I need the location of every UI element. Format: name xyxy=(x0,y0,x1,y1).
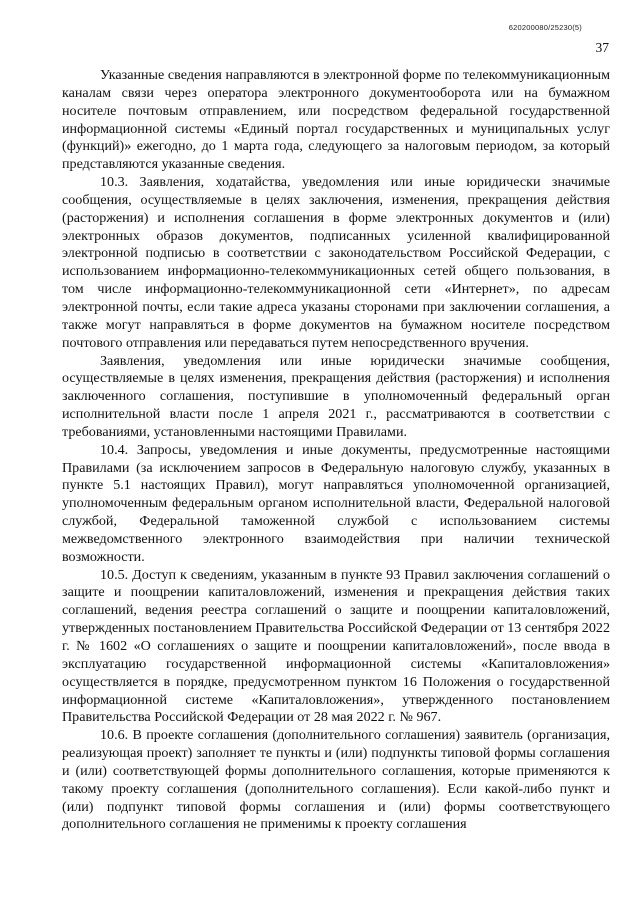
paragraph: 10.6. В проекте соглашения (дополнительного соглашения) заявитель (организация, реализующая проект) заполняет те пункты и (или) подпункты типовой формы соглашения и (или) соответствующей формы дополнительного соглашения, которые применяются к такому проекту соглашения (дополнительного соглашения). Если какой-либо пункт и (или) подпункт типовой формы соглашения и (или) формы соответствующего дополнительного соглашения не применимы к проекту соглашения xyxy=(62,727,610,833)
paragraph: Указанные сведения направляются в электронной форме по телекоммуникационным каналам связи через оператора электронного документооборота или на бумажном носителе почтовым отправлением, или посредством федеральной государственной информационной системы «Единый портал государственных и муниципальных услуг (функций)» ежегодно, до 1 марта года, следующего за налоговым периодом, за который представляются указанные сведения. xyxy=(62,67,610,173)
document-body xyxy=(62,67,610,834)
paragraph: 10.3. Заявления, ходатайства, уведомления или иные юридически значимые сообщения, осуществляемые в целях заключения, изменения, прекращения действия (расторжения) и исполнения соглашения в форме электронных документов и (или) электронных образов документов, подписанных усиленной квалифицированной электронной подписью в соответствии с законодательством Российской Федерации, с использованием информационно-телекоммуникационных сетей общего пользования, в том числе информационно-телекоммуникационной сети «Интернет», по адресам электронной почты, если такие адреса указаны сторонами при заключении соглашения, а также могут направляться в форме документов на бумажном носителе посредством почтового отправления или передаваться путем непосредственного вручения. xyxy=(62,174,610,351)
paragraph: 10.4. Запросы, уведомления и иные документы, предусмотренные настоящими Правилами (за исключением запросов в Федеральную налоговую службу, указанных в пункте 5.1 настоящих Правил), могут направляться уполномоченной организацией, уполномоченным федеральным органом исполнительной власти, Федеральной налоговой службой, Федеральной таможенной службой с использованием системы межведомственного электронного взаимодействия при наличии технической возможности. xyxy=(62,441,610,565)
page-number: 37 xyxy=(595,40,609,55)
paragraph: 10.5. Доступ к сведениям, указанным в пункте 93 Правил заключения соглашений о защите и поощрении капиталовложений, изменения и прекращения действия таких соглашений, ведения реестра соглашений о защите и поощрении капиталовложений, утвержденных постановлением Правительства Российской Федерации от 13 сентября 2022 г. № 1602 «О соглашениях о защите и поощрении капиталовложений», после ввода в эксплуатацию государственной информационной системы «Капиталовложения» осуществляется в порядке, предусмотренном пунктом 16 Положения о государственной информационной системе «Капиталовложения», утвержденного постановлением Правительства Российской Федерации от 28 мая 2022 г. № 967. xyxy=(62,566,610,726)
document-code: 620200080/25230(5) xyxy=(508,23,582,32)
paragraph: Заявления, уведомления или иные юридически значимые сообщения, осуществляемые в целях изменения, прекращения действия (расторжения) и исполнения заключенного соглашения, поступившие в уполномоченный федеральный орган исполнительной власти после 1 апреля 2021 г., рассматриваются в соответствии с требованиями, установленными настоящими Правилами. xyxy=(62,352,610,440)
